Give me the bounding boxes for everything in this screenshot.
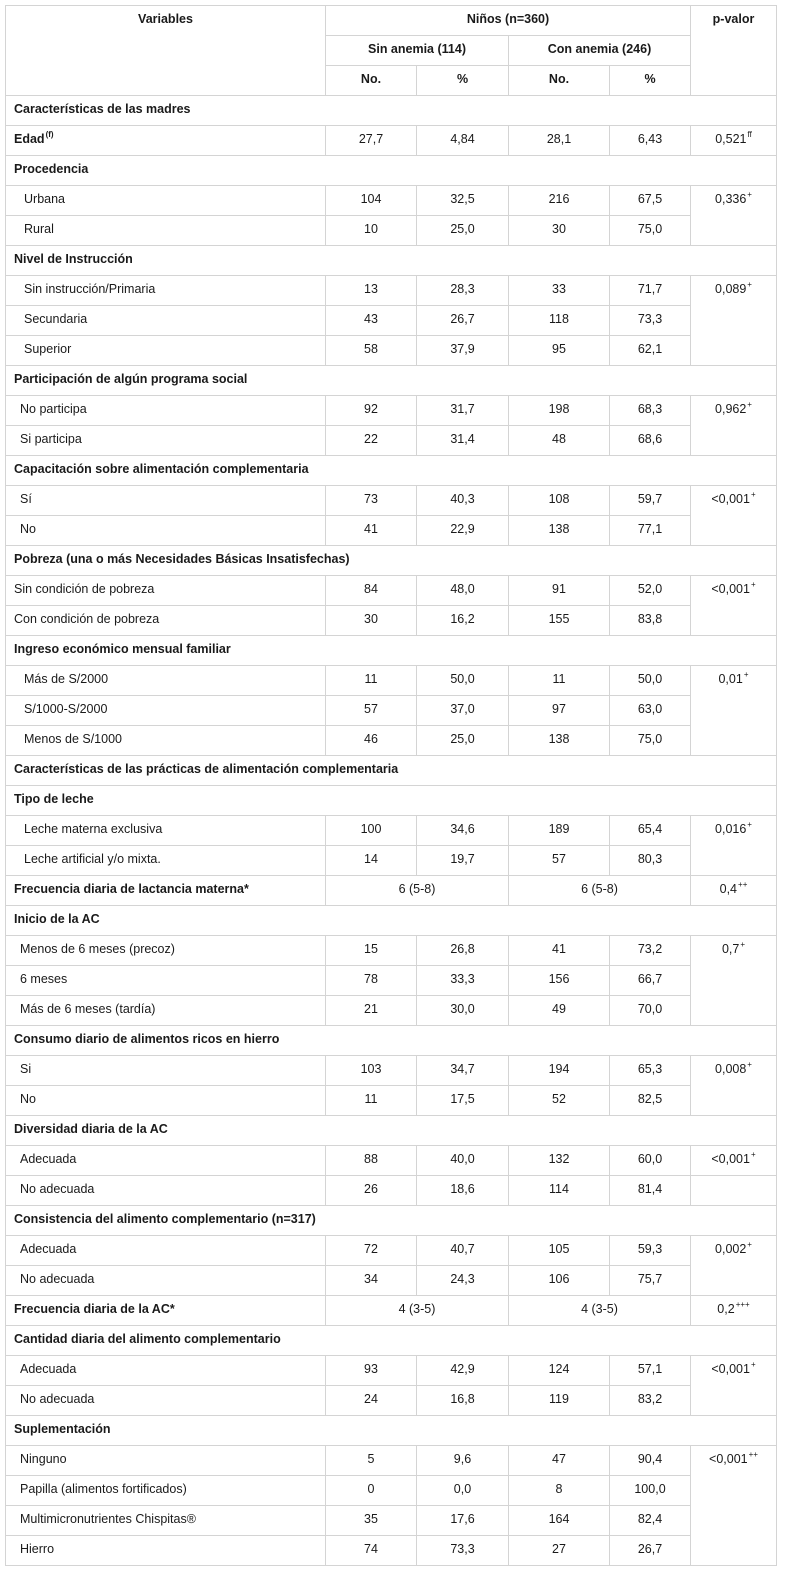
sin-anemia-pct: 34,6 [417, 816, 509, 846]
header-sin-anemia: Sin anemia (114) [326, 36, 509, 66]
con-anemia-count: 30 [509, 216, 610, 246]
p-value [691, 396, 777, 456]
sin-anemia-count: 46 [326, 726, 417, 756]
p-value-test-marker: + [747, 190, 752, 199]
p-value-test-marker: + [750, 580, 756, 589]
row-label: Adecuada [6, 1236, 326, 1266]
con-anemia-count: 57 [509, 846, 610, 876]
table-row [6, 726, 777, 756]
diversidad-section-row [6, 1116, 777, 1146]
sin-anemia-count: 30 [326, 606, 417, 636]
table-row [6, 306, 777, 336]
table-row [6, 1266, 777, 1296]
p-value-text: 0,089 [715, 282, 747, 296]
table-row [6, 336, 777, 366]
p-value [691, 1446, 777, 1566]
sin-anemia-count: 15 [326, 936, 417, 966]
p-value-text: 0,016 [715, 822, 747, 836]
con-anemia-count: 114 [509, 1176, 610, 1206]
con-anemia-count: 52 [509, 1086, 610, 1116]
con-anemia-count: 41 [509, 936, 610, 966]
suplementacion-section-label: Suplementación [6, 1416, 777, 1446]
header-pct-sin: % [417, 66, 509, 96]
table-row [6, 486, 777, 516]
header-row-1 [6, 6, 777, 36]
con-anemia-pct: 100,0 [610, 1476, 691, 1506]
row-label: Ninguno [6, 1446, 326, 1476]
leche-section-row [6, 786, 777, 816]
sin-anemia-pct: 37,9 [417, 336, 509, 366]
sin-anemia-count: 73 [326, 486, 417, 516]
pobreza-section-label: Pobreza (una o más Necesidades Básicas Insatisfechas) [6, 546, 777, 576]
sin-anemia-pct: 40,7 [417, 1236, 509, 1266]
sin-anemia-count: 93 [326, 1356, 417, 1386]
programa-section-row [6, 366, 777, 396]
con-anemia-pct: 73,2 [610, 936, 691, 966]
row-label: Papilla (alimentos fortificados) [6, 1476, 326, 1506]
con-anemia-pct: 68,3 [610, 396, 691, 426]
table-row [6, 696, 777, 726]
con-anemia-pct: 59,3 [610, 1236, 691, 1266]
sin-anemia-pct: 34,7 [417, 1056, 509, 1086]
sin-anemia-count: 5 [326, 1446, 417, 1476]
con-anemia-count: 47 [509, 1446, 610, 1476]
row-label: No [6, 516, 326, 546]
procedencia-section-row [6, 156, 777, 186]
row-label: No adecuada [6, 1386, 326, 1416]
p-value-test-marker: + [750, 1360, 756, 1369]
p-value [691, 1296, 777, 1326]
sin-anemia-count: 11 [326, 666, 417, 696]
table-row [6, 1476, 777, 1506]
sin-anemia-count: 26 [326, 1176, 417, 1206]
sin-anemia-count: 72 [326, 1236, 417, 1266]
con-anemia-count: 138 [509, 726, 610, 756]
sin-anemia-count: 21 [326, 996, 417, 1026]
p-value [691, 1236, 777, 1296]
p-value-text: <0,001 [711, 1152, 750, 1166]
row-label: Frecuencia diaria de lactancia materna* [6, 876, 326, 906]
sin-anemia-pct: 33,3 [417, 966, 509, 996]
p-value-text: 0,002 [715, 1242, 747, 1256]
p-value [691, 486, 777, 546]
row-label: Sin instrucción/Primaria [6, 276, 326, 306]
con-anemia-pct: 59,7 [610, 486, 691, 516]
con-anemia-pct: 82,4 [610, 1506, 691, 1536]
sin-anemia-count: 13 [326, 276, 417, 306]
table-row [6, 1386, 777, 1416]
con-anemia-count: 108 [509, 486, 610, 516]
madres-section-label: Características de las madres [6, 96, 777, 126]
sin-anemia-count: 41 [326, 516, 417, 546]
table-row [6, 846, 777, 876]
row-label: Sin condición de pobreza [6, 576, 326, 606]
table-row [6, 186, 777, 216]
row-label: Leche artificial y/o mixta. [6, 846, 326, 876]
p-value [691, 816, 777, 876]
con-anemia-pct: 63,0 [610, 696, 691, 726]
sin-anemia-pct: 25,0 [417, 726, 509, 756]
p-value-text: <0,001 [709, 1452, 748, 1466]
sin-anemia-count: 100 [326, 816, 417, 846]
p-value [691, 936, 777, 1026]
header-variables: Variables [6, 6, 326, 96]
sin-anemia-count: 78 [326, 966, 417, 996]
sin-anemia-pct: 16,8 [417, 1386, 509, 1416]
sin-anemia-count: 10 [326, 216, 417, 246]
table-row [6, 396, 777, 426]
con-anemia-median: 6 (5-8) [509, 876, 691, 906]
sin-anemia-pct: 73,3 [417, 1536, 509, 1566]
p-value-text: <0,001 [711, 492, 750, 506]
sin-anemia-count: 11 [326, 1086, 417, 1116]
row-label: Frecuencia diaria de la AC* [6, 1296, 326, 1326]
con-anemia-pct: 66,7 [610, 966, 691, 996]
con-anemia-count: 27 [509, 1536, 610, 1566]
row-label: Más de 6 meses (tardía) [6, 996, 326, 1026]
row-label: Adecuada [6, 1356, 326, 1386]
leche-section-label: Tipo de leche [6, 786, 777, 816]
header-con-anemia: Con anemia (246) [509, 36, 691, 66]
table-row [6, 996, 777, 1026]
inicio-section-row [6, 906, 777, 936]
con-anemia-mean: 28,1 [509, 126, 610, 156]
cantidad-section-label: Cantidad diaria del alimento complementario [6, 1326, 777, 1356]
p-value-test-marker: +++ [735, 1300, 750, 1309]
con-anemia-count: 33 [509, 276, 610, 306]
sin-anemia-count: 14 [326, 846, 417, 876]
p-value [691, 1146, 777, 1176]
procedencia-section-label: Procedencia [6, 156, 777, 186]
row-label: No adecuada [6, 1266, 326, 1296]
nivel-section-row [6, 246, 777, 276]
con-anemia-count: 8 [509, 1476, 610, 1506]
suplementacion-section-row [6, 1416, 777, 1446]
sin-anemia-count: 43 [326, 306, 417, 336]
p-value-text: 0,521 [715, 132, 747, 146]
sin-anemia-pct: 37,0 [417, 696, 509, 726]
table-row [6, 1446, 777, 1476]
con-anemia-pct: 75,0 [610, 726, 691, 756]
sin-anemia-count: 0 [326, 1476, 417, 1506]
row-label: No adecuada [6, 1176, 326, 1206]
sin-anemia-pct: 22,9 [417, 516, 509, 546]
table-row [6, 1056, 777, 1086]
table-row [6, 606, 777, 636]
p-value [691, 126, 777, 156]
sin-anemia-sd: 4,84 [417, 126, 509, 156]
row-label: S/1000-S/2000 [6, 696, 326, 726]
header-no-con: No. [509, 66, 610, 96]
row-label: Con condición de pobreza [6, 606, 326, 636]
header-group: Niños (n=360) [326, 6, 691, 36]
p-value-text: 0,2 [717, 1302, 735, 1316]
con-anemia-pct: 77,1 [610, 516, 691, 546]
p-value-text: <0,001 [711, 1362, 750, 1376]
table-row [6, 1146, 777, 1176]
consistencia-section-row [6, 1206, 777, 1236]
row-label: Leche materna exclusiva [6, 816, 326, 846]
con-anemia-count: 119 [509, 1386, 610, 1416]
con-anemia-count: 118 [509, 306, 610, 336]
sin-anemia-mean: 27,7 [326, 126, 417, 156]
con-anemia-pct: 75,0 [610, 216, 691, 246]
sin-anemia-median: 6 (5-8) [326, 876, 509, 906]
con-anemia-pct: 80,3 [610, 846, 691, 876]
median-row [6, 1296, 777, 1326]
sin-anemia-pct: 42,9 [417, 1356, 509, 1386]
con-anemia-count: 48 [509, 426, 610, 456]
cantidad-section-row [6, 1326, 777, 1356]
p-value-test-marker: + [750, 1150, 756, 1159]
table-row [6, 1236, 777, 1266]
p-value-text: <0,001 [711, 582, 750, 596]
table-row [6, 426, 777, 456]
con-anemia-pct: 26,7 [610, 1536, 691, 1566]
con-anemia-count: 189 [509, 816, 610, 846]
con-anemia-pct: 57,1 [610, 1356, 691, 1386]
sin-anemia-count: 35 [326, 1506, 417, 1536]
con-anemia-count: 216 [509, 186, 610, 216]
table-row [6, 516, 777, 546]
pobreza-section-row [6, 546, 777, 576]
p-value-test-marker: ++ [748, 1450, 758, 1459]
header-pct-con: % [610, 66, 691, 96]
con-anemia-median: 4 (3-5) [509, 1296, 691, 1326]
p-value-test-marker: + [747, 1240, 752, 1249]
row-label [6, 126, 326, 156]
inicio-section-label: Inicio de la AC [6, 906, 777, 936]
sin-anemia-count: 22 [326, 426, 417, 456]
anemia-characteristics-table [5, 5, 777, 1566]
sin-anemia-pct: 48,0 [417, 576, 509, 606]
consumo-section-label: Consumo diario de alimentos ricos en hierro [6, 1026, 777, 1056]
ingreso-section-row [6, 636, 777, 666]
con-anemia-pct: 81,4 [610, 1176, 691, 1206]
row-label: Sí [6, 486, 326, 516]
p-value-test-marker: + [747, 280, 752, 289]
sin-anemia-pct: 25,0 [417, 216, 509, 246]
table-row [6, 1086, 777, 1116]
sin-anemia-pct: 17,5 [417, 1086, 509, 1116]
con-anemia-pct: 90,4 [610, 1446, 691, 1476]
diversidad-section-label: Diversidad diaria de la AC [6, 1116, 777, 1146]
row-label: No participa [6, 396, 326, 426]
capacitacion-section-label: Capacitación sobre alimentación complementaria [6, 456, 777, 486]
p-value [691, 1356, 777, 1416]
row-label: Secundaria [6, 306, 326, 336]
row-label: 6 meses [6, 966, 326, 996]
consistencia-section-label: Consistencia del alimento complementario (n=317) [6, 1206, 777, 1236]
sin-anemia-pct: 40,3 [417, 486, 509, 516]
p-value [691, 576, 777, 636]
p-value-text: 0,008 [715, 1062, 747, 1076]
sin-anemia-pct: 0,0 [417, 1476, 509, 1506]
sin-anemia-pct: 30,0 [417, 996, 509, 1026]
p-value-text: 0,7 [721, 942, 740, 956]
edad-label: Edad [14, 132, 45, 146]
con-anemia-count: 91 [509, 576, 610, 606]
table-row [6, 1536, 777, 1566]
sin-anemia-pct: 50,0 [417, 666, 509, 696]
con-anemia-count: 49 [509, 996, 610, 1026]
row-label: Si participa [6, 426, 326, 456]
p-value-text: 0,4 [719, 882, 738, 896]
con-anemia-pct: 68,6 [610, 426, 691, 456]
con-anemia-count: 156 [509, 966, 610, 996]
table-row [6, 1176, 777, 1206]
sin-anemia-pct: 9,6 [417, 1446, 509, 1476]
table-row [6, 666, 777, 696]
con-anemia-pct: 65,4 [610, 816, 691, 846]
sin-anemia-pct: 26,8 [417, 936, 509, 966]
con-anemia-pct: 73,3 [610, 306, 691, 336]
madres-section-row [6, 96, 777, 126]
consumo-section-row [6, 1026, 777, 1056]
sin-anemia-pct: 18,6 [417, 1176, 509, 1206]
sin-anemia-pct: 16,2 [417, 606, 509, 636]
p-value-test-marker: + [747, 820, 752, 829]
p-value-empty [691, 1176, 777, 1206]
con-anemia-count: 95 [509, 336, 610, 366]
row-label: Urbana [6, 186, 326, 216]
con-anemia-count: 105 [509, 1236, 610, 1266]
table-row [6, 936, 777, 966]
p-value [691, 1056, 777, 1116]
row-label: Si [6, 1056, 326, 1086]
row-label: Hierro [6, 1536, 326, 1566]
con-anemia-pct: 83,8 [610, 606, 691, 636]
sin-anemia-pct: 19,7 [417, 846, 509, 876]
p-value-test-marker: ++ [738, 880, 748, 889]
sin-anemia-count: 34 [326, 1266, 417, 1296]
row-label: Menos de S/1000 [6, 726, 326, 756]
sin-anemia-pct: 40,0 [417, 1146, 509, 1176]
sin-anemia-pct: 31,4 [417, 426, 509, 456]
row-label: Adecuada [6, 1146, 326, 1176]
header-pvalue: p-valor [691, 6, 777, 96]
con-anemia-pct: 71,7 [610, 276, 691, 306]
sin-anemia-count: 74 [326, 1536, 417, 1566]
con-anemia-pct: 75,7 [610, 1266, 691, 1296]
row-label: No [6, 1086, 326, 1116]
p-value-test-marker: + [740, 940, 746, 949]
p-value-test-marker: + [743, 670, 749, 679]
sin-anemia-median: 4 (3-5) [326, 1296, 509, 1326]
sin-anemia-count: 104 [326, 186, 417, 216]
con-anemia-pct: 65,3 [610, 1056, 691, 1086]
table-row [6, 276, 777, 306]
con-anemia-pct: 70,0 [610, 996, 691, 1026]
table-row [6, 966, 777, 996]
p-value-text: 0,336 [715, 192, 747, 206]
con-anemia-pct: 50,0 [610, 666, 691, 696]
con-anemia-pct: 60,0 [610, 1146, 691, 1176]
p-value-test-marker: ff [747, 130, 752, 139]
table-row [6, 576, 777, 606]
median-row [6, 876, 777, 906]
con-anemia-count: 124 [509, 1356, 610, 1386]
con-anemia-pct: 52,0 [610, 576, 691, 606]
sin-anemia-pct: 31,7 [417, 396, 509, 426]
table-row [6, 126, 777, 156]
con-anemia-count: 132 [509, 1146, 610, 1176]
sin-anemia-count: 92 [326, 396, 417, 426]
nivel-section-label: Nivel de Instrucción [6, 246, 777, 276]
con-anemia-count: 138 [509, 516, 610, 546]
sin-anemia-pct: 26,7 [417, 306, 509, 336]
practicas-section-row [6, 756, 777, 786]
con-anemia-count: 155 [509, 606, 610, 636]
table-row [6, 1356, 777, 1386]
sin-anemia-count: 84 [326, 576, 417, 606]
programa-section-label: Participación de algún programa social [6, 366, 777, 396]
p-value-test-marker: + [747, 400, 752, 409]
table-row [6, 216, 777, 246]
con-anemia-pct: 83,2 [610, 1386, 691, 1416]
capacitacion-section-row [6, 456, 777, 486]
sin-anemia-pct: 17,6 [417, 1506, 509, 1536]
table-row [6, 1506, 777, 1536]
row-label: Superior [6, 336, 326, 366]
con-anemia-pct: 62,1 [610, 336, 691, 366]
con-anemia-count: 194 [509, 1056, 610, 1086]
con-anemia-count: 106 [509, 1266, 610, 1296]
row-label: Menos de 6 meses (precoz) [6, 936, 326, 966]
p-value-test-marker: + [747, 1060, 752, 1069]
con-anemia-count: 164 [509, 1506, 610, 1536]
con-anemia-sd: 6,43 [610, 126, 691, 156]
sin-anemia-pct: 24,3 [417, 1266, 509, 1296]
p-value-text: 0,962 [715, 402, 747, 416]
con-anemia-pct: 67,5 [610, 186, 691, 216]
sin-anemia-count: 88 [326, 1146, 417, 1176]
con-anemia-count: 97 [509, 696, 610, 726]
edad-marker: (f) [45, 130, 54, 139]
p-value [691, 276, 777, 366]
practicas-section-label: Características de las prácticas de alimentación complementaria [6, 756, 777, 786]
p-value-text: 0,01 [718, 672, 743, 686]
sin-anemia-count: 58 [326, 336, 417, 366]
p-value [691, 666, 777, 756]
con-anemia-count: 198 [509, 396, 610, 426]
row-label: Multimicronutrientes Chispitas® [6, 1506, 326, 1536]
sin-anemia-count: 24 [326, 1386, 417, 1416]
row-label: Rural [6, 216, 326, 246]
sin-anemia-pct: 32,5 [417, 186, 509, 216]
con-anemia-pct: 82,5 [610, 1086, 691, 1116]
p-value [691, 876, 777, 906]
p-value-test-marker: + [750, 490, 756, 499]
ingreso-section-label: Ingreso económico mensual familiar [6, 636, 777, 666]
row-label: Más de S/2000 [6, 666, 326, 696]
sin-anemia-count: 57 [326, 696, 417, 726]
table-row [6, 816, 777, 846]
p-value [691, 186, 777, 246]
con-anemia-count: 11 [509, 666, 610, 696]
sin-anemia-count: 103 [326, 1056, 417, 1086]
header-no-sin: No. [326, 66, 417, 96]
sin-anemia-pct: 28,3 [417, 276, 509, 306]
